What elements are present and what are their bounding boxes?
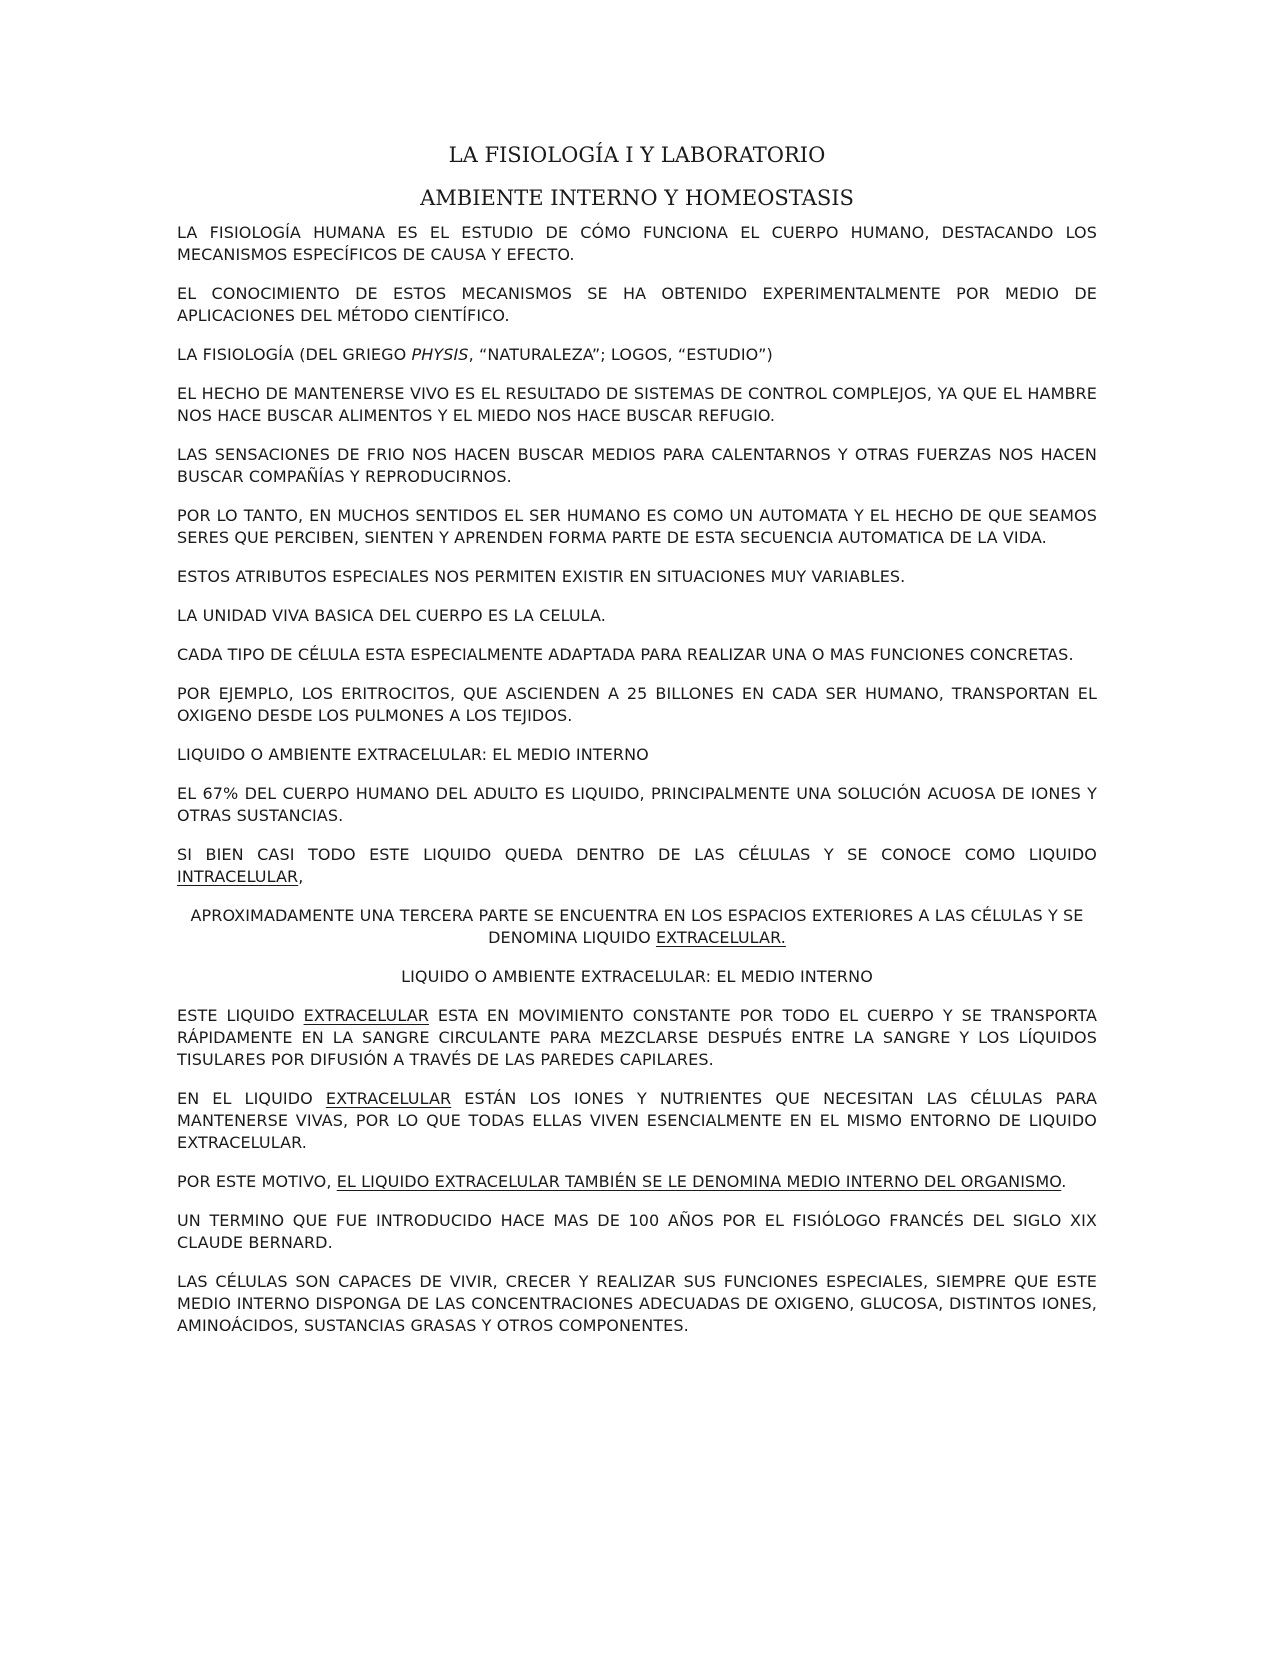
paragraph-17-text-before: EN EL LIQUIDO [177, 1088, 326, 1108]
paragraph-7: ESTOS ATRIBUTOS ESPECIALES NOS PERMITEN EXISTIR EN SITUACIONES MUY VARIABLES. [177, 566, 906, 586]
paragraph-14 [177, 905, 1097, 949]
paragraph-19: UN TERMINO QUE FUE INTRODUCIDO HACE MAS DE 100 AÑOS POR EL FISIÓLOGO FRANCÉS DEL SIGLO XIX CLAUDE BERNARD. [177, 1210, 1097, 1252]
paragraph-10: POR EJEMPLO, LOS ERITROCITOS, QUE ASCIENDEN A 25 BILLONES EN CADA SER HUMANO, TRANSPORTAN EL OXIGENO DESDE LOS PULMONES A LOS TEJIDOS. [177, 683, 1097, 725]
paragraph-6: POR LO TANTO, EN MUCHOS SENTIDOS EL SER HUMANO ES COMO UN AUTOMATA Y EL HECHO DE QUE SEAMOS SERES QUE PERCIBEN, SIENTEN Y APRENDEN FORMA PARTE DE ESTA SECUENCIA AUTOMATICA DE LA VIDA. [177, 505, 1097, 547]
paragraph-20: LAS CÉLULAS SON CAPACES DE VIVIR, CRECER Y REALIZAR SUS FUNCIONES ESPECIALES, SIEMPRE QUE ESTE MEDIO INTERNO DISPONGA DE LAS CONCENTRACIONES ADECUADAS DE OXIGENO, GLUCOSA, DISTINTOS IONES, AMINOÁCIDOS, SUSTANCIAS GRASAS Y OTROS COMPONENTES. [177, 1271, 1097, 1335]
paragraph-14-underlined: EXTRACELULAR. [655, 927, 786, 947]
paragraph-4: EL HECHO DE MANTENERSE VIVO ES EL RESULTADO DE SISTEMAS DE CONTROL COMPLEJOS, YA QUE EL HAMBRE NOS HACE BUSCAR ALIMENTOS Y EL MIEDO NOS HACE BUSCAR REFUGIO. [177, 383, 1097, 425]
paragraph-3 [177, 344, 1097, 366]
paragraph-8: LA UNIDAD VIVA BASICA DEL CUERPO ES LA CELULA. [177, 605, 606, 625]
section-heading-extracelular-centered: LIQUIDO O AMBIENTE EXTRACELULAR: EL MEDIO INTERNO [401, 966, 873, 986]
paragraph-13-text-before: SI BIEN CASI TODO ESTE LIQUIDO QUEDA DENTRO DE LAS CÉLULAS Y SE CONOCE COMO LIQUIDO [177, 844, 1097, 864]
document-body [177, 142, 1097, 1354]
paragraph-16-text-after: ESTA EN MOVIMIENTO CONSTANTE POR TODO EL CUERPO Y SE TRANSPORTA RÁPIDAMENTE EN LA SANGRE CIRCULANTE PARA MEZCLARSE DESPUÉS ENTRE LA SANGRE Y LOS LÍQUIDOS TISULARES POR DIFUSIÓN A TRAVÉS DE LAS PAREDES CAPILARES. [177, 1005, 1097, 1069]
paragraph-18 [177, 1171, 1097, 1193]
paragraph-17 [177, 1088, 1097, 1154]
paragraph-13-underlined: INTRACELULAR [177, 866, 299, 886]
section-heading-extracelular: LIQUIDO O AMBIENTE EXTRACELULAR: EL MEDIO INTERNO [177, 744, 649, 764]
paragraph-3-text-after: , “NATURALEZA”; LOGOS, “ESTUDIO”) [468, 344, 773, 364]
paragraph-1: LA FISIOLOGÍA HUMANA ES EL ESTUDIO DE CÓMO FUNCIONA EL CUERPO HUMANO, DESTACANDO LOS MECANISMOS ESPECÍFICOS DE CAUSA Y EFECTO. [177, 222, 1097, 264]
document-title: LA FISIOLOGÍA I Y LABORATORIO [448, 143, 826, 167]
paragraph-13-text-after: , [298, 866, 304, 886]
paragraph-12: EL 67% DEL CUERPO HUMANO DEL ADULTO ES LIQUIDO, PRINCIPALMENTE UNA SOLUCIÓN ACUOSA DE IONES Y OTRAS SUSTANCIAS. [177, 783, 1097, 825]
paragraph-13 [177, 844, 1097, 888]
paragraph-17-text-after: ESTÁN LOS IONES Y NUTRIENTES QUE NECESITAN LAS CÉLULAS PARA MANTENERSE VIVAS, POR LO QUE TODAS ELLAS VIVEN ESENCIALMENTE EN EL MISMO ENTORNO DE LIQUIDO EXTRACELULAR. [177, 1088, 1097, 1152]
paragraph-5: LAS SENSACIONES DE FRIO NOS HACEN BUSCAR MEDIOS PARA CALENTARNOS Y OTRAS FUERZAS NOS HACEN BUSCAR COMPAÑÍAS Y REPRODUCIRNOS. [177, 444, 1097, 486]
paragraph-17-underlined: EXTRACELULAR [325, 1088, 452, 1108]
paragraph-18-text-after: . [1061, 1171, 1067, 1191]
paragraph-3-italic-term: PHYSIS [411, 344, 469, 364]
paragraph-16-underlined: EXTRACELULAR [303, 1005, 429, 1025]
paragraph-18-underlined: EL LIQUIDO EXTRACELULAR TAMBIÉN SE LE DENOMINA MEDIO INTERNO DEL ORGANISMO [336, 1171, 1062, 1191]
paragraph-18-text-before: POR ESTE MOTIVO, [177, 1171, 337, 1191]
paragraph-16-text-before: ESTE LIQUIDO [177, 1005, 304, 1025]
paragraph-14-text-before: APROXIMADAMENTE UNA TERCERA PARTE SE ENCUENTRA EN LOS ESPACIOS EXTERIORES A LAS CÉLULAS Y SE DENOMINA LIQUIDO [190, 905, 1084, 947]
paragraph-3-text-before: LA FISIOLOGÍA (DEL GRIEGO [177, 344, 412, 364]
paragraph-16 [177, 1005, 1097, 1071]
paragraph-9: CADA TIPO DE CÉLULA ESTA ESPECIALMENTE ADAPTADA PARA REALIZAR UNA O MAS FUNCIONES CONCRETAS. [177, 644, 1074, 664]
paragraph-2: EL CONOCIMIENTO DE ESTOS MECANISMOS SE HA OBTENIDO EXPERIMENTALMENTE POR MEDIO DE APLICACIONES DEL MÉTODO CIENTÍFICO. [177, 283, 1097, 325]
document-subtitle: AMBIENTE INTERNO Y HOMEOSTASIS [420, 186, 854, 211]
